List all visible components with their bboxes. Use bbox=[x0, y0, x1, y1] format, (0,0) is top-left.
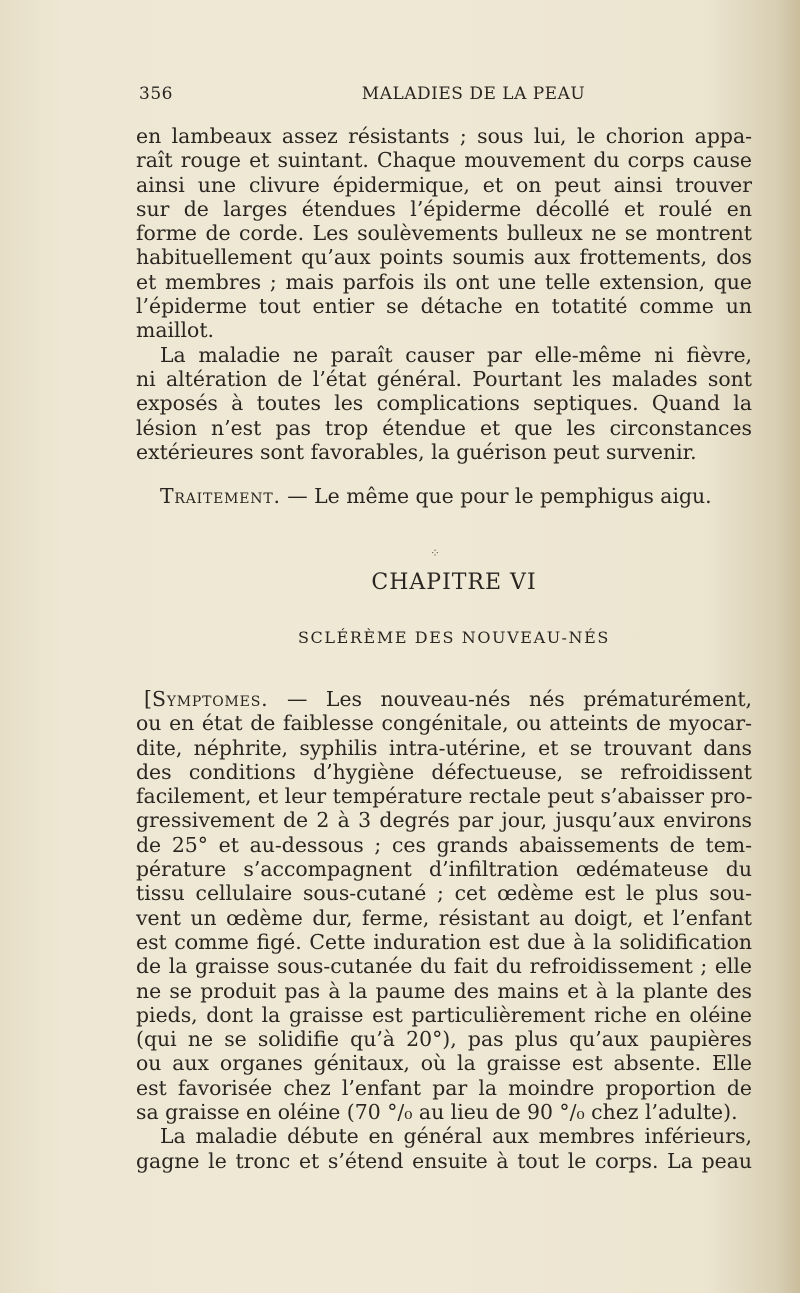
text-line: gressivement de 2 à 3 degrés par jour, jusqu’aux environs bbox=[136, 808, 752, 833]
editorial-bracket: [ bbox=[144, 687, 152, 711]
text-line: extérieures sont favorables, la guérison peut survenir. bbox=[136, 439, 697, 464]
text-line: facilement, et leur température rectale peut s’abaisser pro- bbox=[136, 784, 753, 809]
running-title: MALADIES DE LA PEAU bbox=[361, 84, 586, 104]
chapter-title: CHAPITRE VI bbox=[371, 570, 537, 595]
page-number: 356 bbox=[139, 84, 173, 104]
text-line: sur de larges étendues l’épiderme décollé et roulé en bbox=[136, 196, 752, 221]
text-line: ainsi une clivure épidermique, et on peut ainsi trouver bbox=[136, 172, 752, 197]
text-line: (qui ne se solidifie qu’à 20°), pas plus qu’aux paupières bbox=[136, 1027, 752, 1052]
text-line: lésion n’est pas trop étendue et que les circonstances bbox=[136, 415, 752, 440]
text-line: forme de corde. Les soulèvements bulleux ne se montrent bbox=[136, 221, 752, 246]
ornament: ⁘ bbox=[430, 546, 441, 560]
text-line: et membres ; mais parfois ils ont une telle extension, que bbox=[136, 269, 752, 294]
traitement-label: Traitement. bbox=[160, 484, 281, 508]
text-line: gagne le tronc et s’étend ensuite à tout le corps. La peau bbox=[136, 1148, 752, 1173]
text-line: habituellement qu’aux points soumis aux frottements, dos bbox=[136, 245, 752, 270]
text-line: pérature s’accompagnent d’infiltration œdémateuse du bbox=[136, 857, 752, 882]
symptomes-first-line: — Les nouveau-nés nés prématurément, bbox=[268, 687, 752, 711]
text-line: ou aux organes génitaux, où la graisse est absente. Elle bbox=[136, 1051, 752, 1076]
symptomes-paragraph bbox=[136, 687, 752, 1173]
text-line: dite, néphrite, syphilis intra-utérine, et se trouvant dans bbox=[136, 735, 752, 760]
text-line: maillot. bbox=[136, 318, 215, 343]
text-line: vent un œdème dur, ferme, résistant au doigt, et l’enfant bbox=[136, 905, 752, 930]
text-line: de la graisse sous-cutanée du fait du refroidissement ; elle bbox=[136, 954, 752, 979]
text-line: raît rouge et suintant. Chaque mouvement du corps cause bbox=[136, 148, 752, 173]
symptomes-label: Symptomes. bbox=[151, 687, 269, 711]
text-line: de 25° et au-dessous ; ces grands abaissements de tem- bbox=[136, 832, 752, 857]
paragraph-continuation bbox=[136, 124, 752, 464]
text-line: exposés à toutes les complications septiques. Quand la bbox=[136, 391, 752, 416]
running-head bbox=[137, 84, 750, 108]
text-line: La maladie ne paraît causer par elle-même ni fièvre, bbox=[160, 342, 752, 367]
text-line bbox=[136, 687, 752, 711]
text-line: sa graisse en oléine (70 °/₀ au lieu de 90 °/₀ chez l’adulte). bbox=[136, 1100, 738, 1125]
text-line: La maladie débute en général aux membres inférieurs, bbox=[160, 1124, 752, 1149]
text-line: tissu cellulaire sous-cutané ; cet œdème est le plus sou- bbox=[136, 881, 752, 906]
text-line: est favorisée chez l’enfant par la moindre proportion de bbox=[136, 1075, 752, 1100]
text-line: en lambeaux assez résistants ; sous lui, le chorion appa- bbox=[136, 124, 752, 148]
text-line bbox=[136, 484, 752, 508]
text-line: est comme figé. Cette induration est due à la solidification bbox=[136, 929, 752, 954]
traitement-text: — Le même que pour le pemphigus aigu. bbox=[280, 484, 712, 508]
text-line: ou en état de faiblesse congénitale, ou atteints de myocar- bbox=[136, 711, 752, 736]
text-line: l’épiderme tout entier se détache en totatité comme un bbox=[136, 294, 752, 319]
text-line: des conditions d’hygiène défectueuse, se refroidissent bbox=[136, 759, 752, 784]
traitement-paragraph bbox=[136, 484, 752, 508]
text-line: pieds, dont la graisse est particulièrement riche en oléine bbox=[136, 1002, 752, 1027]
section-title: SCLÉRÈME DES NOUVEAU-NÉS bbox=[298, 628, 610, 647]
text-line: ni altération de l’état général. Pourtant les malades sont bbox=[136, 366, 752, 391]
text-line: ne se produit pas à la paume des mains et à la plante des bbox=[136, 978, 752, 1003]
